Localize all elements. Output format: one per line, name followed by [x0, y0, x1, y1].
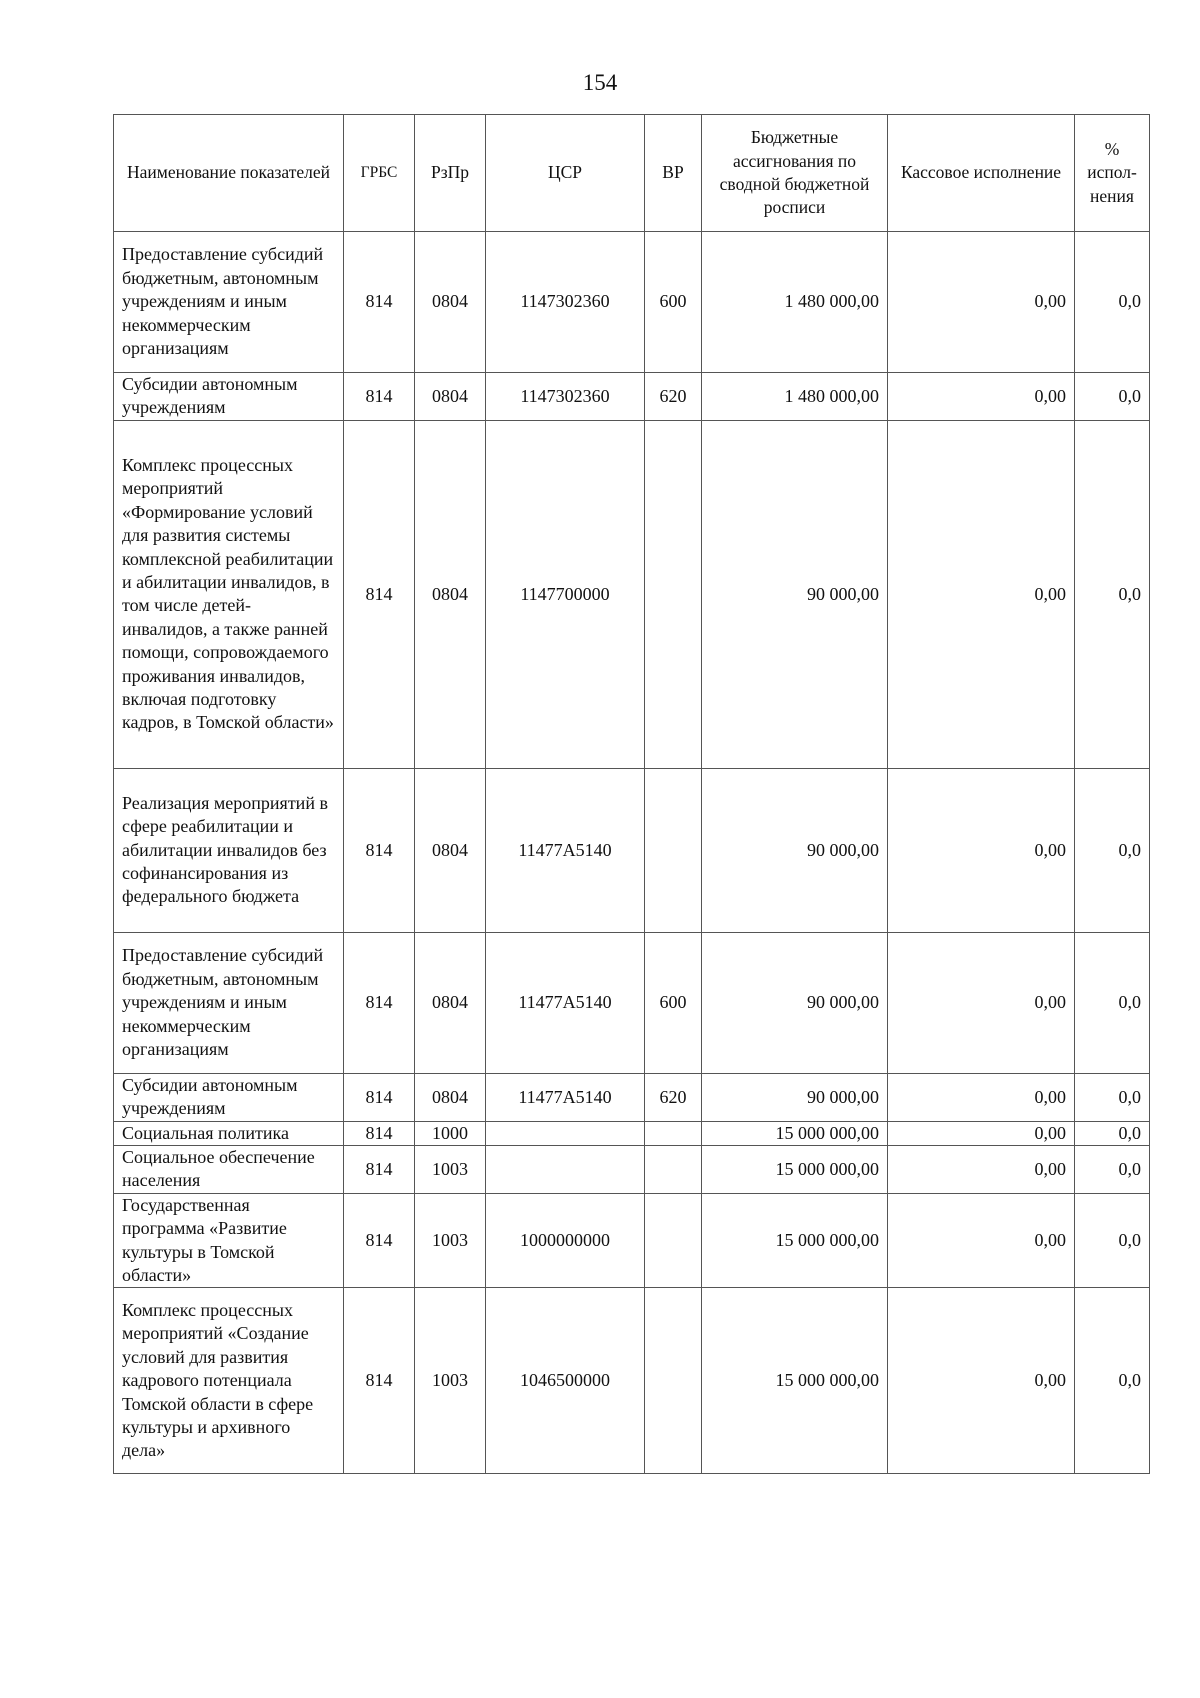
cell-cash: 0,00	[888, 373, 1075, 421]
cell-budget: 15 000 000,00	[702, 1193, 888, 1288]
cell-grbs: 814	[344, 1288, 415, 1474]
cell-pct: 0,0	[1075, 1288, 1150, 1474]
cell-rzpr: 0804	[415, 373, 486, 421]
cell-csr: 1147302360	[486, 232, 645, 373]
header-vr: ВР	[645, 115, 702, 232]
cell-csr	[486, 1146, 645, 1194]
table-row	[114, 1073, 1150, 1121]
cell-csr: 1046500000	[486, 1288, 645, 1474]
header-rzpr: РзПр	[415, 115, 486, 232]
cell-grbs: 814	[344, 932, 415, 1073]
table-row	[114, 232, 1150, 373]
cell-grbs: 814	[344, 232, 415, 373]
header-grbs: ГРБС	[344, 115, 415, 232]
cell-name: Предоставление субсидий бюджетным, автономным учреждениям и иным некоммерческим организациям	[114, 932, 344, 1073]
table-row	[114, 1288, 1150, 1474]
cell-cash: 0,00	[888, 1073, 1075, 1121]
table-header-row	[114, 115, 1150, 232]
cell-vr	[645, 1288, 702, 1474]
table-row	[114, 1121, 1150, 1145]
table-row	[114, 373, 1150, 421]
cell-cash: 0,00	[888, 1288, 1075, 1474]
cell-vr: 620	[645, 373, 702, 421]
cell-grbs: 814	[344, 1193, 415, 1288]
cell-pct: 0,0	[1075, 420, 1150, 768]
cell-rzpr: 1003	[415, 1146, 486, 1194]
cell-pct: 0,0	[1075, 1193, 1150, 1288]
cell-name: Реализация мероприятий в сфере реабилитации и абилитации инвалидов без софинансирования из федерального бюджета	[114, 768, 344, 932]
cell-rzpr: 0804	[415, 232, 486, 373]
table-row	[114, 420, 1150, 768]
cell-csr: 11477А5140	[486, 932, 645, 1073]
cell-vr	[645, 420, 702, 768]
header-csr: ЦСР	[486, 115, 645, 232]
cell-name: Социальное обеспечение населения	[114, 1146, 344, 1194]
cell-budget: 90 000,00	[702, 1073, 888, 1121]
cell-name: Предоставление субсидий бюджетным, автономным учреждениям и иным некоммерческим организациям	[114, 232, 344, 373]
cell-pct: 0,0	[1075, 932, 1150, 1073]
cell-csr: 1147302360	[486, 373, 645, 421]
cell-name: Комплекс процессных мероприятий «Создание условий для развития кадрового потенциала Томской области в сфере культуры и архивного дела»	[114, 1288, 344, 1474]
cell-pct: 0,0	[1075, 768, 1150, 932]
cell-pct: 0,0	[1075, 1073, 1150, 1121]
cell-budget: 1 480 000,00	[702, 232, 888, 373]
cell-name: Субсидии автономным учреждениям	[114, 1073, 344, 1121]
cell-grbs: 814	[344, 1146, 415, 1194]
cell-rzpr: 0804	[415, 932, 486, 1073]
cell-csr: 1147700000	[486, 420, 645, 768]
cell-grbs: 814	[344, 373, 415, 421]
cell-cash: 0,00	[888, 932, 1075, 1073]
cell-cash: 0,00	[888, 420, 1075, 768]
cell-csr: 1000000000	[486, 1193, 645, 1288]
cell-budget: 15 000 000,00	[702, 1146, 888, 1194]
cell-grbs: 814	[344, 1121, 415, 1145]
cell-name: Социальная политика	[114, 1121, 344, 1145]
cell-rzpr: 0804	[415, 1073, 486, 1121]
cell-cash: 0,00	[888, 1193, 1075, 1288]
cell-vr: 620	[645, 1073, 702, 1121]
cell-vr	[645, 768, 702, 932]
cell-budget: 15 000 000,00	[702, 1288, 888, 1474]
cell-csr	[486, 1121, 645, 1145]
cell-name: Субсидии автономным учреждениям	[114, 373, 344, 421]
table-row	[114, 932, 1150, 1073]
cell-rzpr: 1003	[415, 1288, 486, 1474]
table-row	[114, 1146, 1150, 1194]
cell-budget: 90 000,00	[702, 420, 888, 768]
cell-pct: 0,0	[1075, 1146, 1150, 1194]
cell-cash: 0,00	[888, 1146, 1075, 1194]
budget-execution-table	[113, 114, 1150, 1474]
cell-name: Комплекс процессных мероприятий «Формирование условий для развития системы комплексной реабилитации и абилитации инвалидов, в том числе детей-инвалидов, а также ранней помощи, сопровождаемого проживания инвалидов, включая подготовку кадров, в Томской области»	[114, 420, 344, 768]
cell-cash: 0,00	[888, 768, 1075, 932]
cell-name: Государственная программа «Развитие культуры в Томской области»	[114, 1193, 344, 1288]
header-cash: Кассовое исполнение	[888, 115, 1075, 232]
cell-vr	[645, 1193, 702, 1288]
cell-rzpr: 1000	[415, 1121, 486, 1145]
table-row	[114, 1193, 1150, 1288]
cell-vr	[645, 1146, 702, 1194]
cell-grbs: 814	[344, 768, 415, 932]
cell-budget: 15 000 000,00	[702, 1121, 888, 1145]
cell-vr: 600	[645, 932, 702, 1073]
cell-vr: 600	[645, 232, 702, 373]
cell-csr: 11477А5140	[486, 768, 645, 932]
cell-budget: 1 480 000,00	[702, 373, 888, 421]
cell-pct: 0,0	[1075, 1121, 1150, 1145]
cell-budget: 90 000,00	[702, 932, 888, 1073]
header-pct: % испол-нения	[1075, 115, 1150, 232]
cell-budget: 90 000,00	[702, 768, 888, 932]
page-number: 154	[582, 70, 618, 95]
cell-csr: 11477А5140	[486, 1073, 645, 1121]
cell-cash: 0,00	[888, 232, 1075, 373]
cell-grbs: 814	[344, 1073, 415, 1121]
table-row	[114, 768, 1150, 932]
header-name: Наименование показателей	[114, 115, 344, 232]
cell-grbs: 814	[344, 420, 415, 768]
cell-rzpr: 0804	[415, 420, 486, 768]
cell-rzpr: 0804	[415, 768, 486, 932]
cell-rzpr: 1003	[415, 1193, 486, 1288]
header-budget: Бюджетные ассигнования по сводной бюджетной росписи	[702, 115, 888, 232]
cell-cash: 0,00	[888, 1121, 1075, 1145]
cell-pct: 0,0	[1075, 373, 1150, 421]
cell-vr	[645, 1121, 702, 1145]
cell-pct: 0,0	[1075, 232, 1150, 373]
